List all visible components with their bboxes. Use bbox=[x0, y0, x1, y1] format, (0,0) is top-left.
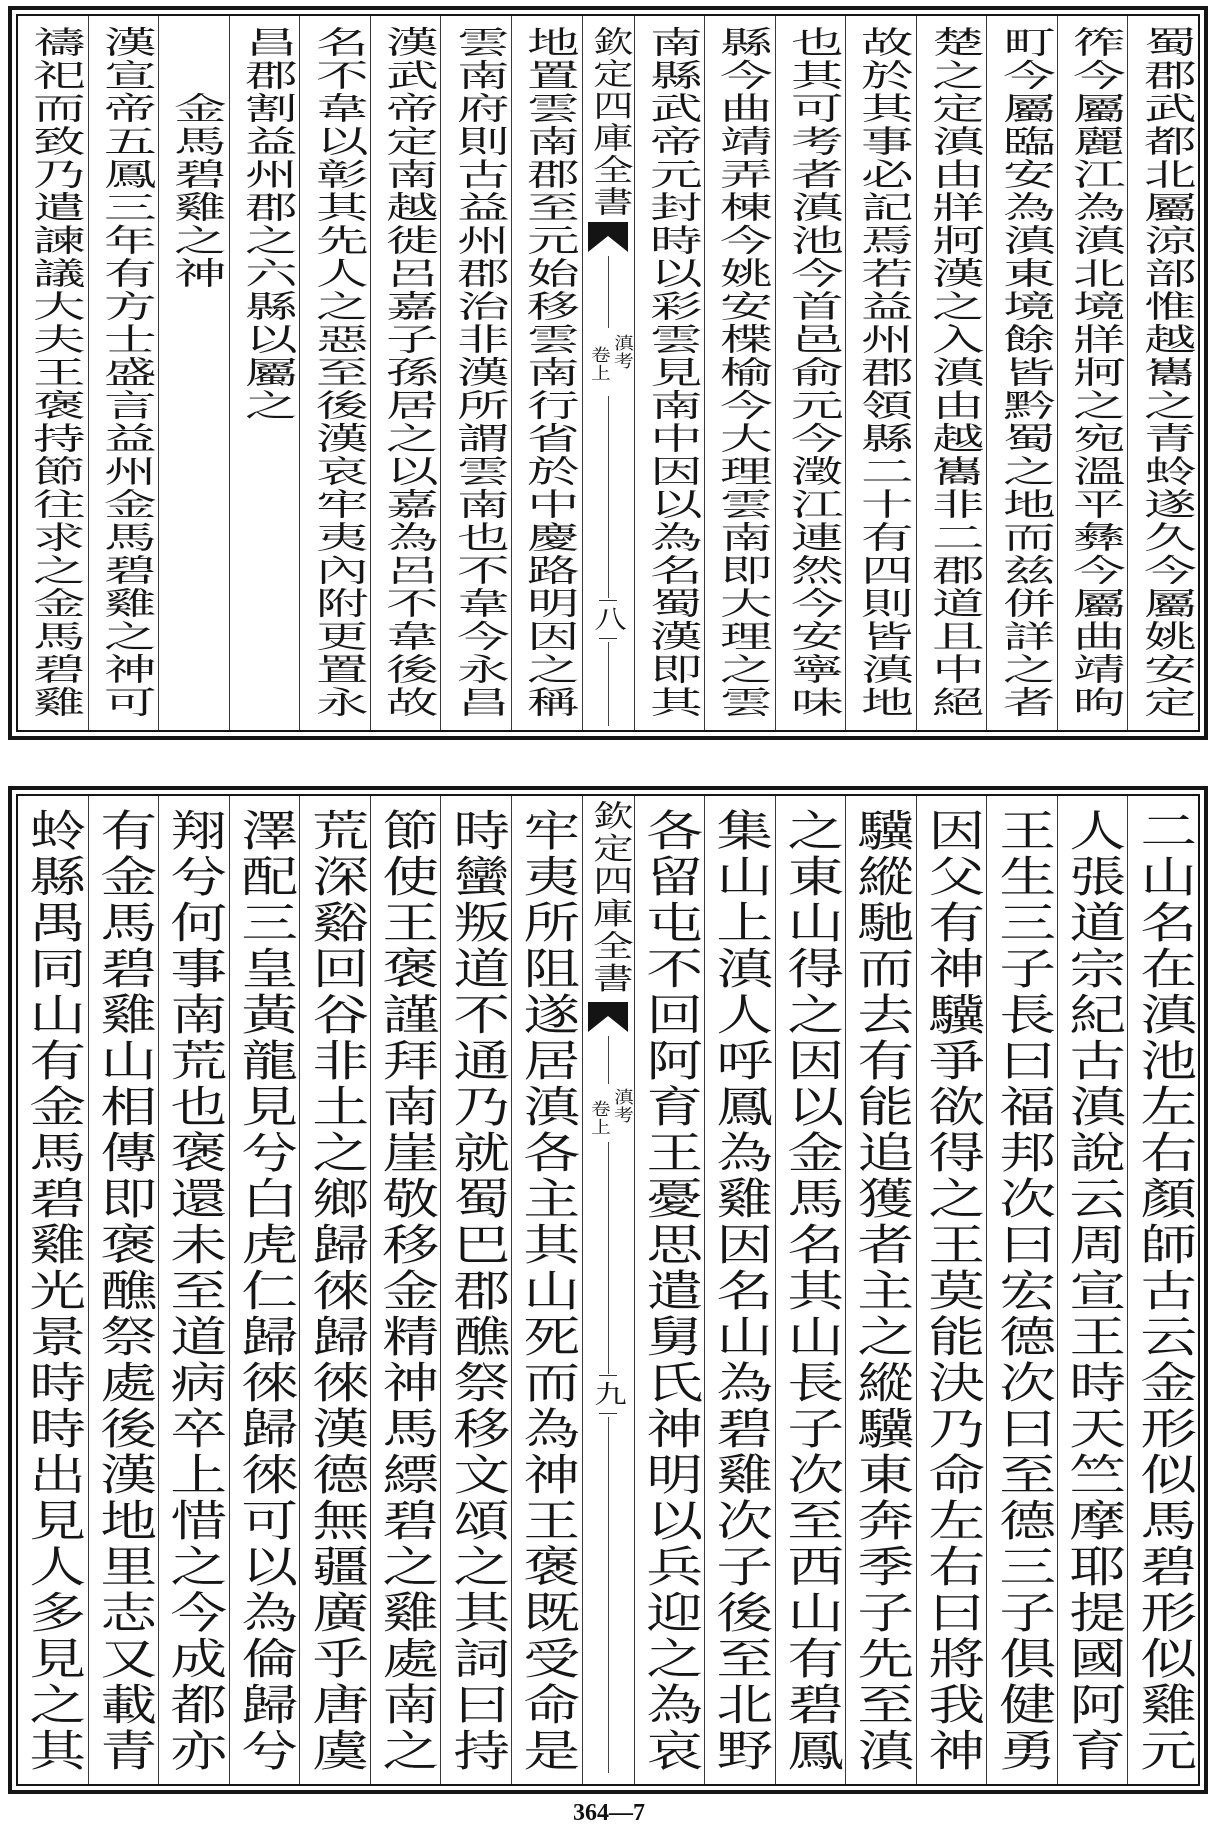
column-text: 故於其事必記焉若益州郡領縣二十有四則皆滇地 bbox=[851, 26, 913, 719]
book-title: 滇考 bbox=[609, 334, 633, 370]
series-title: 欽定四庫全書 bbox=[585, 26, 633, 218]
folio-number: 八 bbox=[589, 606, 627, 631]
text-column bbox=[440, 16, 511, 730]
text-column bbox=[299, 16, 370, 730]
fishtail-mark bbox=[588, 1002, 628, 1032]
column-text: 因父有神驥爭欲得之王莫能決乃命左右曰將我神 bbox=[919, 808, 986, 1774]
text-column bbox=[1057, 16, 1128, 730]
text-column bbox=[88, 796, 159, 1784]
center-rule bbox=[608, 642, 609, 726]
text-column bbox=[986, 16, 1057, 730]
text-column bbox=[704, 16, 775, 730]
column-text: 漢宣帝五鳳三年有方士盛言益州金馬碧雞之神可 bbox=[93, 26, 155, 719]
column-text: 荒深谿回谷非土之鄉歸徠歸徠漢德無疆廣乎唐虞 bbox=[302, 808, 369, 1774]
column-text: 縣今曲靖弄棟今姚安楪榆今大理雲南即大理之雲 bbox=[710, 26, 772, 719]
column-text: 名不韋以彰其先人之惡至後漢哀牢夷內附更置永 bbox=[305, 26, 367, 719]
center-rule bbox=[608, 1142, 609, 1374]
column-text: 王生三子長曰福邦次曰宏德次曰至德三子俱健勇 bbox=[989, 808, 1056, 1774]
text-column bbox=[18, 796, 88, 1784]
text-column bbox=[986, 796, 1057, 1784]
column-text: 澤配三皇黃龍見兮白虎仁歸徠歸徠可以為倫歸兮 bbox=[232, 808, 299, 1774]
text-column bbox=[845, 16, 916, 730]
column-text: 楚之定滇由牂牁漢之入滇由越巂非二郡道且中絕 bbox=[921, 26, 983, 719]
column-text: 翔兮何事南荒也褒還未至道病卒上惜之今成都亦 bbox=[161, 808, 228, 1774]
text-column bbox=[370, 796, 441, 1784]
center-rule bbox=[608, 256, 609, 328]
volume-label: 卷上 bbox=[586, 1100, 610, 1136]
volume-label: 卷上 bbox=[586, 346, 610, 382]
folio-tick bbox=[599, 1413, 617, 1414]
column-text: 二山名在滇池左右顏師古云金形似馬碧形似雞元 bbox=[1130, 808, 1197, 1774]
page-inner-frame bbox=[16, 794, 1200, 1786]
section-heading: 金馬碧雞之神 bbox=[164, 92, 226, 290]
folio-tick bbox=[599, 1375, 617, 1376]
page-inner-frame bbox=[16, 14, 1200, 732]
column-text: 驥縱馳而去有能追獲者主之縱驥東奔季子先至滇 bbox=[848, 808, 915, 1774]
section-heading-column bbox=[158, 16, 229, 730]
text-column bbox=[1127, 16, 1198, 730]
column-text: 漢武帝定南越徙呂嘉子孫居之以嘉為呂不韋後故 bbox=[375, 26, 438, 719]
series-title: 欽定四庫全書 bbox=[585, 800, 633, 995]
fishtail-mark bbox=[588, 222, 628, 252]
text-column bbox=[511, 16, 582, 730]
column-text: 禱祀而致乃遣諫議大夫王褒持節往求之金馬碧雞 bbox=[23, 26, 85, 719]
column-text: 各留屯不回阿育王憂思遣舅氏神明以兵迎之為哀 bbox=[636, 808, 703, 1774]
text-column bbox=[775, 16, 846, 730]
page-frame-lower bbox=[8, 786, 1208, 1794]
column-text: 有金馬碧雞山相傳即褒醮祭處後漢地里志又載青 bbox=[91, 808, 158, 1774]
text-column bbox=[916, 16, 987, 730]
text-column bbox=[370, 16, 441, 730]
text-column bbox=[916, 796, 987, 1784]
column-text: 地置雲南郡至元始移雲南行省於中慶路明因之稱 bbox=[516, 26, 579, 719]
folio-tick bbox=[599, 638, 617, 639]
text-column bbox=[18, 16, 88, 730]
center-strip bbox=[582, 16, 634, 730]
folio-tick bbox=[599, 600, 617, 601]
text-column bbox=[440, 796, 511, 1784]
center-rule bbox=[608, 1417, 609, 1773]
column-text: 節使王褒謹拜南崖敬移金精神馬縹碧之雞處南之 bbox=[373, 808, 440, 1774]
column-text: 筰今屬麗江為滇北境牂牁之宛溫平彝今屬曲靖昫 bbox=[1062, 26, 1125, 719]
plate-number: 364—7 bbox=[573, 1800, 645, 1826]
column-text: 蜀郡武都北屬涼部惟越巂之青蛉遂久今屬姚安定 bbox=[1133, 26, 1195, 719]
column-text: 昌郡割益州郡之六縣以屬之 bbox=[234, 26, 296, 422]
center-strip bbox=[582, 796, 634, 1784]
text-column bbox=[299, 796, 370, 1784]
text-column bbox=[229, 796, 300, 1784]
center-rule bbox=[608, 1036, 609, 1084]
text-column bbox=[1127, 796, 1198, 1784]
column-text: 也其可考者滇池今首邑俞元今澂江連然今安寧味 bbox=[780, 26, 842, 719]
page-frame-upper bbox=[8, 6, 1208, 740]
text-column bbox=[158, 796, 229, 1784]
center-rule bbox=[608, 396, 609, 598]
column-text: 牢夷所阻遂居滇各主其山死而為神王褒既受命是 bbox=[514, 808, 581, 1774]
column-text: 人張道宗紀古滇說云周宣王時天竺摩耶提國阿育 bbox=[1060, 808, 1127, 1774]
text-column bbox=[1057, 796, 1128, 1784]
column-text: 集山上滇人呼鳳為雞因名山為碧雞次子後至北野 bbox=[707, 808, 774, 1774]
column-text: 町今屬臨安為滇東境餘皆黔蜀之地而兹併詳之者 bbox=[992, 26, 1054, 719]
column-text: 蛉縣禺同山有金馬碧雞光景時時出見人多見之其 bbox=[20, 808, 87, 1774]
text-column bbox=[634, 16, 705, 730]
column-text: 之東山得之因以金馬名其山長子次至西山有碧鳳 bbox=[778, 808, 845, 1774]
text-column bbox=[704, 796, 775, 1784]
text-column bbox=[634, 796, 705, 1784]
text-column bbox=[775, 796, 846, 1784]
text-column bbox=[511, 796, 582, 1784]
column-text: 雲南府則古益州郡治非漢所謂雲南也不韋今永昌 bbox=[446, 26, 508, 719]
text-column bbox=[88, 16, 159, 730]
column-text: 南縣武帝元封時以彩雲見南中因以為名蜀漢即其 bbox=[639, 26, 701, 719]
folio-number: 九 bbox=[589, 1381, 627, 1406]
book-title: 滇考 bbox=[609, 1088, 633, 1124]
text-column bbox=[229, 16, 300, 730]
column-text: 時蠻叛道不通乃就蜀巴郡醮祭移文頌之其詞曰持 bbox=[443, 808, 510, 1774]
text-column bbox=[845, 796, 916, 1784]
